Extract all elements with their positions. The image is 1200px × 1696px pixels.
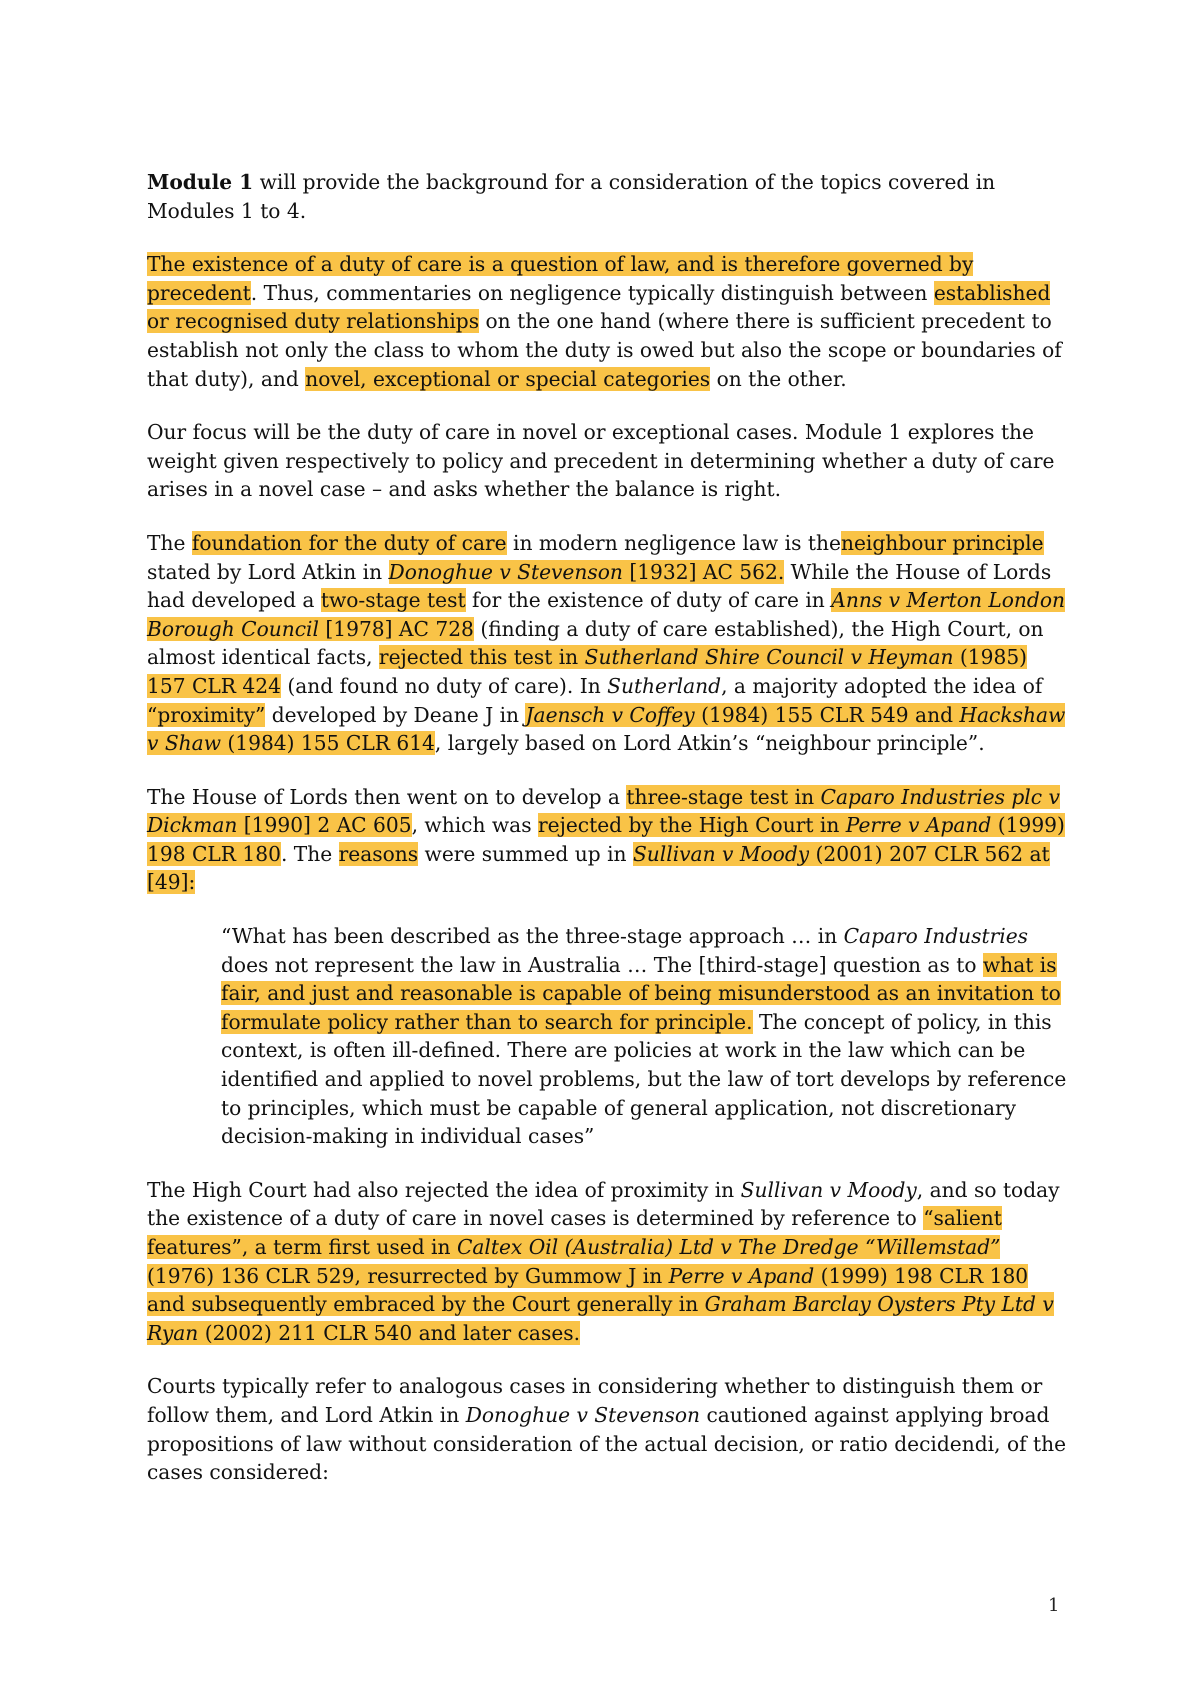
highlighted-text: rejected by the High Court in: [537, 813, 846, 838]
text-run: The: [147, 530, 192, 555]
text-run: in modern negligence law is the: [506, 530, 841, 555]
highlighted-text: Donoghue v Stevenson: [388, 559, 623, 584]
text-run: (and found no duty of care). In: [280, 673, 608, 698]
paragraph-salient-features: [147, 1176, 1067, 1348]
block-quote-sullivan: [147, 922, 1067, 1151]
highlighted-text: [1978] AC 728: [318, 616, 474, 641]
text-run: The High Court had also rejected the idea of proximity in: [147, 1177, 741, 1202]
text-run: were summed up in: [418, 841, 633, 866]
highlighted-text: rejected this test in: [378, 645, 585, 670]
text-run: does not represent the law in Australia … The [third-stage] question as to: [221, 952, 983, 977]
text-run: Sutherland: [607, 673, 722, 698]
highlighted-text: [1932] AC 562.: [622, 559, 785, 584]
text-run: . Thus, commentaries on negligence typically distinguish between: [250, 280, 934, 305]
highlighted-text: (2002) 211 CLR 540 and later cases.: [198, 1320, 581, 1345]
highlighted-text: (1985) 157 CLR 424: [147, 645, 1028, 698]
paragraph-analogous-cases: [147, 1372, 1067, 1486]
highlighted-text: “salient features”, a term first used in: [147, 1206, 1002, 1259]
text-run: , which was: [411, 813, 538, 838]
highlighted-text: (1999) 198 CLR 180 and subsequently embraced by the Court generally in: [147, 1263, 1029, 1317]
highlighted-text: Sullivan v Moody: [632, 841, 810, 866]
highlighted-text: foundation for the duty of care: [191, 530, 507, 555]
highlighted-text: reasons: [338, 841, 419, 866]
text-run: (finding a duty of care established), the High Court, on almost identical facts,: [147, 616, 1044, 670]
highlighted-text: (1984) 155 CLR 549 and: [694, 702, 960, 727]
text-run: Donoghue v Stevenson: [465, 1402, 701, 1427]
highlighted-text: Caparo Industries plc v Dickman: [147, 784, 1060, 838]
text-run: on the other.: [710, 366, 847, 391]
text-run: stated by Lord Atkin in: [147, 559, 389, 584]
highlighted-text: Perre v Apand: [668, 1263, 815, 1288]
highlighted-text: The existence of a duty of care is a question of law, and is therefore governed by precedent: [147, 252, 974, 305]
text-run: for the existence of duty of care in: [465, 588, 832, 613]
text-run: , a majority adopted the idea of: [721, 673, 1043, 698]
highlighted-text: established or recognised duty relationships: [147, 280, 1051, 334]
text-run: . The: [280, 841, 339, 866]
highlighted-text: Anns v Merton London Borough Council: [147, 588, 1066, 641]
highlighted-text: “proximity”: [147, 702, 266, 727]
highlighted-text: Caltex Oil (Australia) Ltd v The Dredge “Willemstad”: [456, 1235, 1001, 1259]
text-run: cautioned against applying broad propositions of law without consideration of the actual decision, or ratio decidendi, of the cases considered:: [147, 1402, 1067, 1485]
paragraph-three-stage-test: [147, 783, 1067, 897]
page-number: 1: [1048, 1595, 1060, 1616]
text-run: will provide the background for a consideration of the topics covered in Modules 1 to 4.: [147, 170, 996, 223]
highlighted-text: neighbour principle: [840, 530, 1044, 555]
text-run: , largely based on Lord Atkin’s “neighbour principle”.: [434, 731, 985, 756]
text-run: Module 1: [147, 170, 254, 194]
text-run: Courts typically refer to analogous cases in considering whether to distinguish them or follow them, and Lord Atkin in: [147, 1374, 1043, 1427]
highlighted-text: (2001) 207 CLR 562 at [49]:: [147, 841, 1050, 895]
highlighted-text: three-stage test in: [626, 784, 821, 809]
paragraph-focus: [147, 418, 1067, 504]
text-run: Caparo Industries: [843, 924, 1029, 949]
text-run: , and so today the existence of a duty of care in novel cases is determined by reference to: [147, 1177, 1060, 1231]
text-run: The House of Lords then went on to develop a: [147, 784, 627, 809]
highlighted-text: two-stage test: [320, 588, 466, 613]
text-run: “What has been described as the three-stage approach … in: [221, 924, 844, 949]
text-run: Sullivan v Moody: [740, 1177, 917, 1202]
text-run: Our focus will be the duty of care in novel or exceptional cases. Module 1 explores the weight given respectively to policy and precedent in determining whether a duty of care arises in a novel case – and asks whether the balance is right.: [147, 420, 1055, 502]
highlighted-text: Jaensch v Coffey: [525, 702, 695, 727]
text-run: developed by Deane J in: [265, 702, 526, 727]
highlighted-text: (1976) 136 CLR 529, resurrected by Gummow J in: [147, 1263, 669, 1288]
highlighted-text: Hackshaw v Shaw: [147, 702, 1066, 756]
paragraph-intro: [147, 168, 1067, 225]
text-run: on the one hand (where there is sufficient precedent to establish not only the class to whom the duty is owed but also the scope or boundaries of that duty), and: [147, 309, 1062, 391]
paragraph-foundation: [147, 529, 1067, 758]
highlighted-text: novel, exceptional or special categories: [305, 366, 711, 391]
highlighted-text: what is fair, and just and reasonable is capable of being misunderstood as an invitation to formulate policy rather than to search for principle.: [221, 952, 1061, 1034]
highlighted-text: Perre v Apand: [845, 813, 992, 838]
paragraph-duty-of-care-law: [147, 250, 1067, 393]
highlighted-text: (1984) 155 CLR 614: [220, 731, 435, 756]
highlighted-text: [1990] 2 AC 605: [237, 813, 412, 838]
document-body: [147, 168, 1067, 1512]
highlighted-text: (1999) 198 CLR 180: [147, 813, 1065, 866]
text-run: The concept of policy, in this context, is often ill-defined. There are policies at work in the law which can be identified and applied to novel problems, but the law of tort develops by reference to principles, which must be capable of general application, not discretionary decision-making in individual cases”: [221, 1009, 1067, 1149]
highlighted-text: Graham Barclay Oysters Pty Ltd v Ryan: [147, 1292, 1054, 1345]
text-run: While the House of Lords had developed a: [147, 559, 1052, 613]
highlighted-text: Sutherland Shire Council v Heyman: [584, 645, 954, 670]
